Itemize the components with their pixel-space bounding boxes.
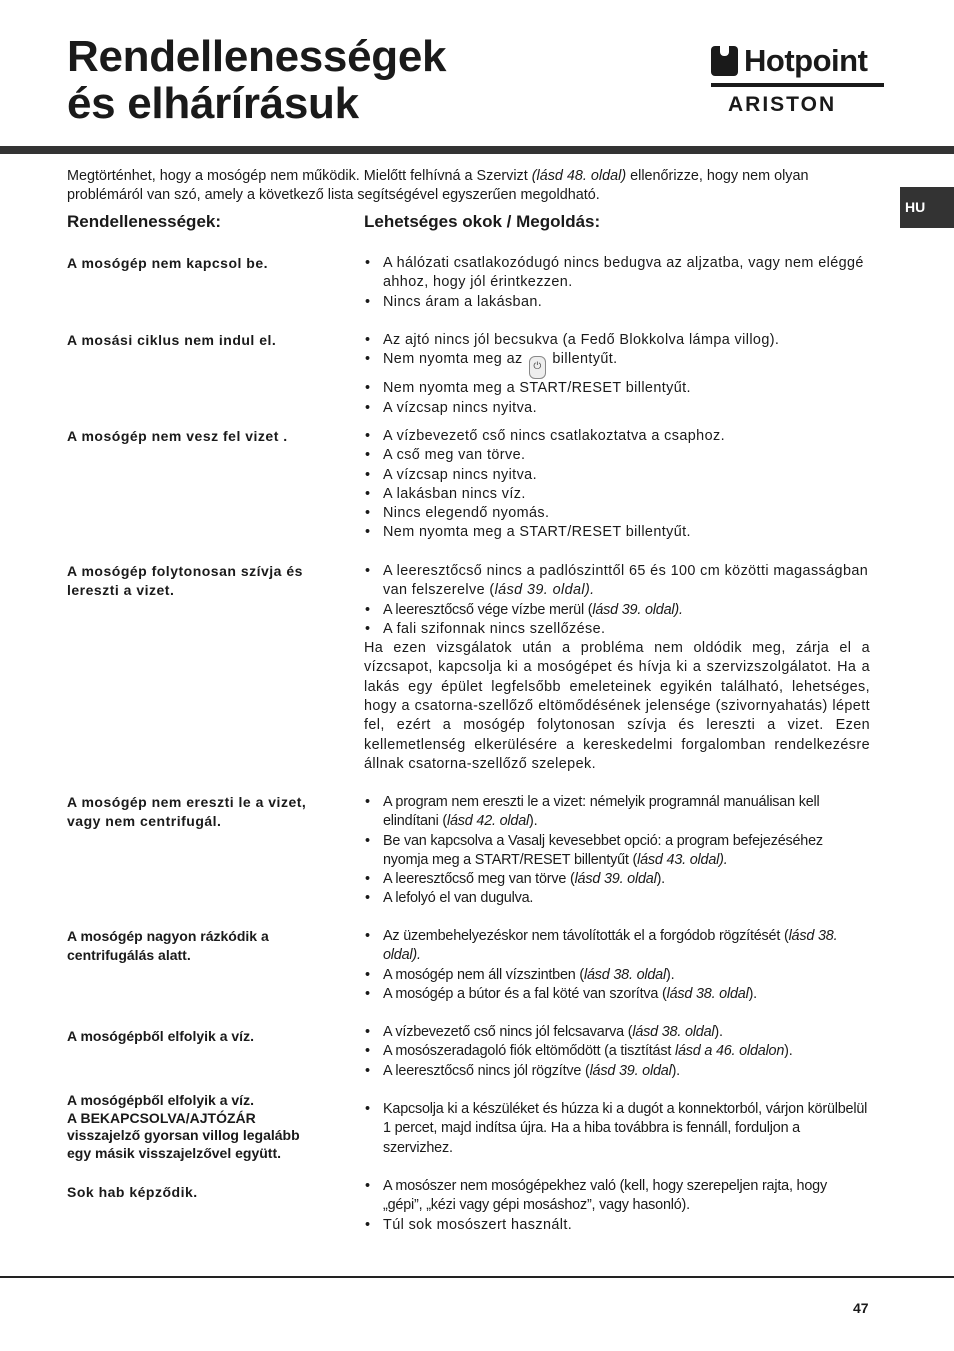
list-item: • A fali szifonnak nincs szellőzése. (364, 620, 870, 639)
problem-label: A mosási ciklus nem indul el. (67, 332, 277, 348)
problem-label: A mosógépből elfolyik a víz. (67, 1028, 254, 1044)
problem-label: A mosógép folytonosan szívja és lereszti a vizet. (67, 563, 303, 599)
page-number: 47 (853, 1300, 869, 1316)
list-item: • A hálózati csatlakozódugó nincs bedugva az aljzatba, vagy nem eléggé ahhoz, hogy jól érintkezzen. (364, 254, 870, 293)
solution-list (364, 1100, 870, 1158)
problem-label: Sok hab képződik. (67, 1184, 198, 1200)
logo-brand-text: Hotpoint (744, 43, 868, 78)
list-item: • A program nem ereszti le a vizet: némelyik programnál manuálisan kell elindítani (lásd 42. oldal). (364, 793, 870, 832)
list-item: • A vízbevezető cső nincs jól felcsavarva (lásd 38. oldal). (364, 1023, 870, 1042)
problem-label: A mosógép nem kapcsol be. (67, 255, 269, 271)
solution-paragraph: Ha ezen vizsgálatok után a probléma nem oldódik meg, zárja el a vízcsapot, kapcsolja ki a mosógépet és hívja ki a szervizszolgálatot. Ha a lakás egy épület legfelsőbb emeleteinek egyikén található, lehetséges, hogy a csatorna-szellőző eltömődésének jelensége (szivornyahatás) lépett fel, ezért a mosógép folytonosan szívja és lereszti a vizet. Ezen kellemetlenség elkerülésére a kereskedelmi forgalomban rendelkezésre állnak csatorna-szellőző szelepek. (364, 640, 870, 772)
list-item: • Be van kapcsolva a Vasalj kevesebbet opció: a program befejezéséhez nyomja meg a START/RESET billentyűt (lásd 43. oldal). (364, 832, 870, 871)
solution-list (364, 927, 870, 1004)
problems-heading: Rendellenességek: (67, 212, 222, 231)
list-item: • Nem nyomta meg az ⏻ billentyűt. (364, 350, 870, 379)
list-item: • A mosószeradagoló fiók eltömődött (a tisztítást lásd a 46. oldalon). (364, 1042, 870, 1061)
page-title-line-2: és elhárírásuk (67, 79, 359, 128)
list-item: • A cső meg van törve. (364, 446, 870, 465)
logo-divider (711, 83, 884, 87)
intro-page-reference: (lásd 48. oldal) (531, 168, 627, 184)
solution-list (364, 1177, 870, 1235)
list-item: • Nem nyomta meg a START/RESET billentyűt. (364, 523, 870, 542)
list-item: • Túl sok mosószert használt. (364, 1216, 870, 1235)
list-item: • A lakásban nincs víz. (364, 485, 870, 504)
hotpoint-mark-icon (711, 46, 738, 76)
list-item: • A vízcsap nincs nyitva. (364, 399, 870, 418)
list-item: • A vízbevezető cső nincs csatlakoztatva a csaphoz. (364, 427, 870, 446)
list-item: • Az ajtó nincs jól becsukva (a Fedő Blokkolva lámpa villog). (364, 331, 870, 350)
header-rule (0, 146, 954, 154)
solution-list (364, 1023, 870, 1081)
solution-list (364, 562, 870, 774)
problem-label: A mosógépből elfolyik a víz. A BEKAPCSOLVA/AJTÓZÁR visszajelző gyorsan villog legalább egy másik visszajelzővel együtt. (67, 1092, 300, 1161)
list-item: • A vízcsap nincs nyitva. (364, 466, 870, 485)
problem-label: A mosógép nagyon rázkódik a centrifugálás alatt. (67, 928, 269, 964)
solution-list (364, 331, 870, 418)
solution-list (364, 793, 870, 909)
list-item: • Nem nyomta meg a START/RESET billentyűt. (364, 379, 870, 398)
list-item: • A mosógép a bútor és a fal köté van szorítva (lásd 38. oldal). (364, 985, 870, 1004)
list-item: • A lefolyó el van dugulva. (364, 889, 870, 908)
footer-rule (0, 1276, 954, 1278)
list-item: • Nincs áram a lakásban. (364, 293, 870, 312)
solution-list (364, 254, 870, 312)
list-item: • A leeresztőcső nincs jól rögzítve (lásd 39. oldal). (364, 1062, 870, 1081)
list-item: • Az üzembehelyezéskor nem távolították el a forgódob rögzítését (lásd 38. oldal). (364, 927, 870, 966)
list-item: • A leeresztőcső nincs a padlószinttől 65 és 100 cm közötti magasságban van felszerelve (lásd 39. oldal). (364, 562, 870, 601)
solution-list (364, 427, 870, 543)
brand-logo (711, 44, 886, 116)
power-button-icon: ⏻ (529, 356, 546, 379)
list-item: • A leeresztőcső meg van törve (lásd 39. oldal). (364, 870, 870, 889)
list-item: • A mosószer nem mosógépekhez való (kell, hogy szerepeljen rajta, hogy „gépi”, „kézi vagy gépi mosáshoz”, vagy hasonló). (364, 1177, 870, 1216)
logo-sub-text: ARISTON (728, 93, 837, 116)
intro-paragraph: Megtörténhet, hogy a mosógép nem működik. Mielőtt felhívná a Szervizt (lásd 48. oldal) ellenőrizze, hogy nem olyan problémáról van szó, amely a következő lista segítségével egyszerűen megoldható. (67, 168, 809, 204)
list-item: • A leeresztőcső vége vízbe merül (lásd 39. oldal). (364, 601, 870, 620)
page-title-line-1: Rendellenességek (67, 32, 447, 81)
list-item: • Nincs elegendő nyomás. (364, 504, 870, 523)
list-item: • Kapcsolja ki a készüléket és húzza ki a dugót a konnektorból, várjon körülbelül 1 percet, majd indítsa újra. Ha a hiba továbbra is fennáll, forduljon a szervizhez. (364, 1100, 870, 1158)
problem-label: A mosógép nem vesz fel vizet . (67, 428, 288, 444)
problem-label: A mosógép nem ereszti le a vizet, vagy nem centrifugál. (67, 794, 307, 830)
page-title (67, 33, 446, 127)
solutions-heading: Lehetséges okok / Megoldás: (364, 212, 601, 231)
language-tab: HU (900, 187, 954, 228)
list-item: • A mosógép nem áll vízszintben (lásd 38. oldal). (364, 966, 870, 985)
